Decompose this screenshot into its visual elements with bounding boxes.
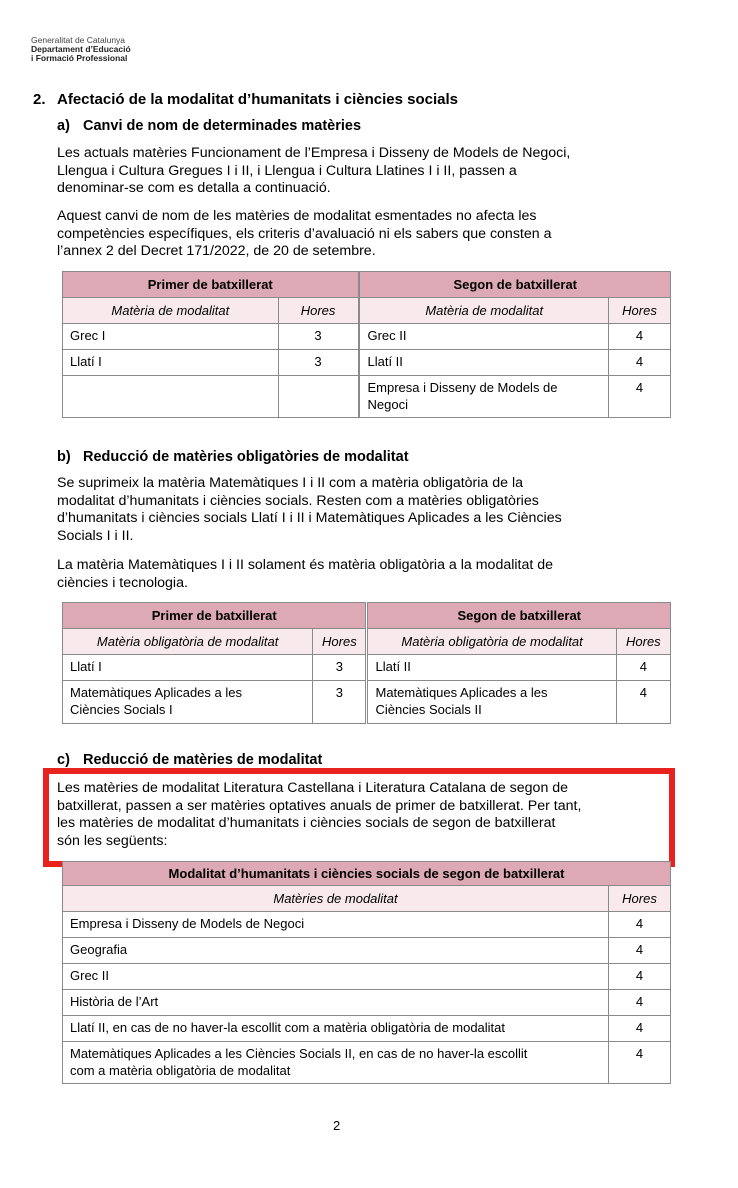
subject-cell: Llatí I (63, 350, 279, 376)
text-line: Aquest canvi de nom de les matèries de modalitat esmentades no afecta les (57, 208, 537, 224)
column-header-hours: Hores (278, 298, 358, 324)
subject-cell: Llatí I (63, 655, 313, 681)
column-header-subject: Matèria obligatòria de modalitat (63, 629, 313, 655)
text-line: l’annex 2 del Decret 171/2022, de 20 de setembre. (57, 243, 376, 259)
column-header-subject: Matèria de modalitat (63, 298, 279, 324)
table-mandatory-subjects (62, 602, 671, 724)
text-line: Socials I i II. (57, 527, 134, 544)
table-header-modality: Modalitat d’humanitats i ciències socials de segon de batxillerat (63, 862, 671, 886)
table-row (63, 1016, 671, 1042)
hours-cell: 4 (608, 376, 670, 418)
column-header-hours: Hores (616, 629, 670, 655)
table-row (63, 681, 671, 724)
text-line: denominar-se com es detalla a continuació. (57, 180, 331, 196)
hours-cell: 3 (278, 350, 358, 376)
subject-cell (63, 1042, 609, 1084)
hours-cell: 4 (608, 324, 670, 350)
subject-cell (360, 376, 609, 418)
subject-cell: Llatí II, en cas de no haver-la escollit com a matèria obligatòria de modalitat (63, 1016, 609, 1042)
subject-cell (63, 681, 313, 724)
subsection-b-paragraph-2 (57, 557, 677, 592)
hours-cell: 4 (609, 990, 671, 1016)
subject-cell (63, 376, 279, 418)
subject-cell: Grec II (360, 324, 609, 350)
cell-line: Empresa i Disseny de Models de (367, 380, 558, 395)
subsection-b-title (57, 449, 409, 465)
text-line: modalitat d’humanitats i ciències socials. Resten com a matèries obligatòries (57, 492, 539, 509)
hours-cell: 4 (616, 655, 670, 681)
text-line: Se suprimeix la matèria Matemàtiques I i II com a matèria obligatòria de la (57, 475, 524, 491)
hours-cell: 4 (608, 350, 670, 376)
subsection-a-title (57, 118, 361, 134)
subject-cell: Grec I (63, 324, 279, 350)
subject-cell: Geografia (63, 938, 609, 964)
subsection-c-title-text: Reducció de matèries de modalitat (83, 752, 323, 768)
text-line: La matèria Matemàtiques I i II solament és matèria obligatòria a la modalitat de (57, 557, 554, 573)
section-title-text: Afectació de la modalitat d’humanitats i ciències socials (57, 91, 458, 108)
subsection-a-title-text: Canvi de nom de determinades matèries (83, 118, 362, 134)
subsection-b-paragraph-1 (57, 475, 677, 545)
table-row (63, 350, 671, 376)
hours-cell: 3 (313, 655, 366, 681)
hours-cell: 4 (609, 1042, 671, 1084)
section-title (33, 91, 458, 108)
subject-cell: Llatí II (360, 350, 609, 376)
hours-cell: 4 (609, 938, 671, 964)
subject-cell: Empresa i Disseny de Models de Negoci (63, 912, 609, 938)
table-row (63, 655, 671, 681)
text-line: ciències i tecnologia. (57, 574, 188, 591)
header-line-3: i Formació Professional (31, 53, 128, 63)
hours-cell: 3 (313, 681, 366, 724)
text-line: les matèries de modalitat d’humanitats i ciències socials de segon de batxillerat (57, 815, 556, 831)
text-line: Llengua i Cultura Gregues I i II, i Llengua i Cultura Llatines I i II, passen a (57, 162, 517, 179)
text-line: Les actuals matèries Funcionament de l’Empresa i Disseny de Models de Negoci, (57, 145, 571, 161)
column-header-subject: Matèria obligatòria de modalitat (368, 629, 616, 655)
table-row (63, 990, 671, 1016)
subsection-c-label: c) (57, 752, 70, 768)
table-header-first-year: Primer de batxillerat (63, 272, 359, 298)
table-row (63, 964, 671, 990)
column-header-hours: Hores (608, 298, 670, 324)
table-header-second-year: Segon de batxillerat (360, 272, 671, 298)
hours-cell: 4 (609, 912, 671, 938)
text-line: són les següents: (57, 832, 168, 849)
table-header-first-year: Primer de batxillerat (63, 603, 366, 629)
subsection-b-label: b) (57, 449, 71, 465)
page-number: 2 (333, 1118, 341, 1133)
header-line-1: Generalitat de Catalunya (31, 35, 126, 45)
cell-line: Matemàtiques Aplicades a les Ciències Socials II, en cas de no haver-la escollit (70, 1046, 528, 1061)
subsection-a-label: a) (57, 118, 70, 134)
cell-line: Ciències Socials I (70, 702, 173, 717)
hours-cell: 3 (278, 324, 358, 350)
cell-line: Matemàtiques Aplicades a les (70, 685, 242, 700)
subsection-c-paragraph (57, 780, 677, 850)
column-header-subject: Matèries de modalitat (63, 886, 609, 912)
table-row (63, 1042, 671, 1084)
header-line-2: Departament d’Educació (31, 44, 131, 54)
text-line: Les matèries de modalitat Literatura Castellana i Literatura Catalana de segon de (57, 780, 569, 796)
text-line: batxillerat, passen a ser matèries optatives anuals de primer de batxillerat. Per tant, (57, 797, 582, 814)
hours-cell: 4 (609, 1016, 671, 1042)
institution-logo-text (31, 36, 131, 63)
table-row (63, 938, 671, 964)
table-modality-subjects (62, 861, 671, 1084)
table-row (63, 912, 671, 938)
column-header-subject: Matèria de modalitat (360, 298, 609, 324)
hours-cell (278, 376, 358, 418)
subject-cell: Grec II (63, 964, 609, 990)
subject-cell (368, 681, 616, 724)
subject-cell: Llatí II (368, 655, 616, 681)
subject-cell: Història de l’Art (63, 990, 609, 1016)
table-header-second-year: Segon de batxillerat (368, 603, 671, 629)
hours-cell: 4 (616, 681, 670, 724)
cell-line: Negoci (367, 397, 408, 412)
subsection-a-paragraph-1 (57, 145, 677, 198)
column-header-hours: Hores (313, 629, 366, 655)
text-line: competències específiques, els criteris d’avaluació ni els sabers que consten a (57, 225, 552, 242)
column-header-hours: Hores (609, 886, 671, 912)
subsection-a-paragraph-2 (57, 208, 677, 261)
section-number: 2. (33, 91, 46, 108)
table-name-changes (62, 271, 671, 418)
cell-line: Ciències Socials II (375, 702, 482, 717)
cell-line: Matemàtiques Aplicades a les (375, 685, 548, 700)
hours-cell: 4 (609, 964, 671, 990)
table-row (63, 324, 671, 350)
table-row (63, 376, 671, 418)
cell-line: com a matèria obligatòria de modalitat (70, 1063, 291, 1078)
subsection-b-title-text: Reducció de matèries obligatòries de modalitat (83, 449, 409, 465)
subsection-c-title (57, 752, 322, 768)
text-line: d’humanitats i ciències socials Llatí I i II i Matemàtiques Aplicades a les Ciències (57, 510, 562, 526)
